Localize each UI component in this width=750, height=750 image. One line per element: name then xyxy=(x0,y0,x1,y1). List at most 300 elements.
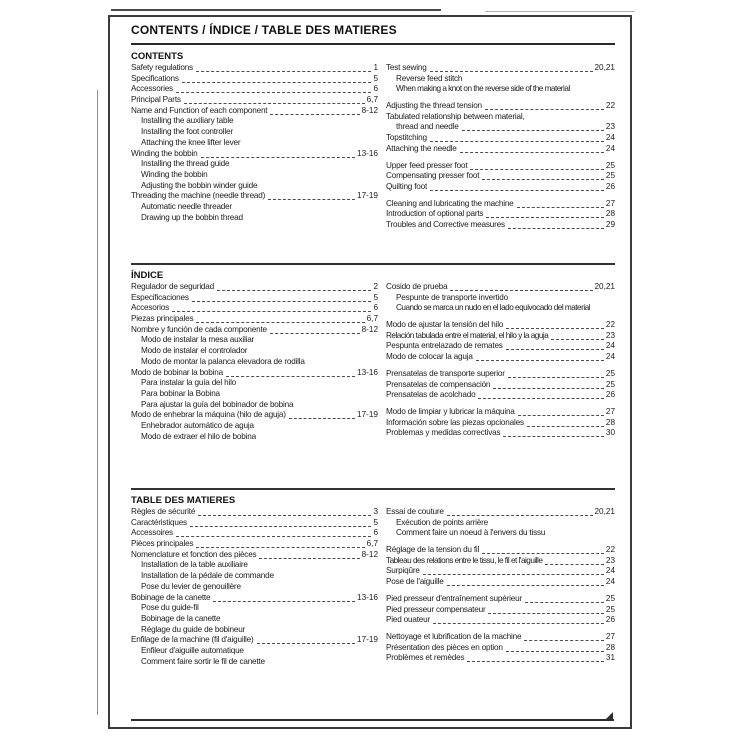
toc-entry-page: 23 xyxy=(605,555,615,565)
toc-entry xyxy=(131,400,378,411)
toc-entry-label: Principal Parts xyxy=(131,95,181,105)
toc-entry xyxy=(386,133,615,144)
scan-edge-artifact-top-right xyxy=(485,11,635,12)
section-heading-english: CONTENTS xyxy=(131,51,184,62)
dash-leader xyxy=(545,556,603,565)
toc-entry-page: 27 xyxy=(605,406,615,416)
toc-entry xyxy=(131,63,378,74)
toc-entry xyxy=(386,632,615,643)
toc-entry xyxy=(131,657,378,668)
toc-entry xyxy=(386,282,615,293)
toc-entry xyxy=(386,380,615,391)
dash-leader xyxy=(478,390,603,399)
toc-entry xyxy=(386,518,615,529)
dash-leader xyxy=(184,95,365,104)
toc-entry-label: Modo de extraer el hilo de bobina xyxy=(141,431,256,441)
toc-entry xyxy=(386,144,615,155)
toc-entry-label: Comment faire un noeud à l'envers du tissu xyxy=(396,528,546,538)
toc-entry xyxy=(131,550,378,561)
toc-entry-page: 20,21 xyxy=(594,282,615,291)
toc-entry-page: 5 xyxy=(373,517,378,527)
toc-entry-label: Essai de couture xyxy=(386,507,444,516)
toc-entry-page: 29 xyxy=(605,219,615,229)
toc-entry-label: Introduction of optional parts xyxy=(386,209,484,219)
toc-entry-page: 24 xyxy=(605,566,615,576)
toc-entry-label: Pespunte de transporte invertido xyxy=(396,292,508,302)
toc-entry xyxy=(131,378,378,389)
toc-entry-page: 6,7 xyxy=(366,314,378,324)
toc-entry-label: Pose du guide-fil xyxy=(141,603,199,613)
toc-entry-label: Drawing up the bobbin thread xyxy=(141,212,243,222)
toc-entry xyxy=(131,507,378,518)
dash-leader xyxy=(488,605,603,614)
toc-entry-page: 24 xyxy=(605,143,615,153)
toc-entry-label: Para instalar la guía del hilo xyxy=(141,378,237,388)
toc-entry-label: Pied ouateur xyxy=(386,615,431,625)
toc-entry-page: 20,21 xyxy=(594,507,615,516)
toc-entry-label: Réglage du guide de bobineur xyxy=(141,624,246,634)
dash-leader xyxy=(527,418,604,427)
dash-leader xyxy=(506,341,604,350)
toc-entry xyxy=(386,653,615,664)
toc-entry-page: 6 xyxy=(373,84,378,94)
dash-leader xyxy=(217,282,371,291)
dash-leader xyxy=(493,380,604,389)
toc-entry-label: Threading the machine (needle thread) xyxy=(131,191,266,201)
section-columns xyxy=(131,282,615,442)
dash-leader xyxy=(447,507,593,516)
toc-entry-page: 30 xyxy=(605,428,615,438)
dash-leader xyxy=(213,593,355,602)
toc-entry-page: 28 xyxy=(605,209,615,219)
toc-entry xyxy=(386,341,615,352)
section-matieres-french xyxy=(131,488,615,667)
toc-entry xyxy=(386,320,615,331)
toc-entry xyxy=(386,171,615,182)
toc-entry-page: 2 xyxy=(373,282,378,291)
toc-entry-label: Prensatelas de transporte superior xyxy=(386,368,505,378)
section-heading-spanish: ÍNDICE xyxy=(131,270,164,281)
toc-entry xyxy=(131,325,378,336)
page-title: CONTENTS / ÍNDICE / TABLE DES MATIERES xyxy=(131,23,397,37)
toc-entry-label: Compensating presser foot xyxy=(386,171,480,181)
toc-entry-page: 26 xyxy=(605,390,615,400)
toc-entry xyxy=(131,149,378,160)
dash-leader xyxy=(176,84,372,93)
dash-leader xyxy=(508,369,604,378)
toc-entry-label: Quilting foot xyxy=(386,181,428,191)
toc-entry xyxy=(386,418,615,429)
toc-entry-label: Modo de ajustar la tensión del hilo xyxy=(386,320,504,330)
toc-column-left xyxy=(131,282,378,442)
toc-entry-label: Accesorios xyxy=(131,303,170,313)
toc-entry-page: 13-16 xyxy=(357,367,378,377)
toc-entry xyxy=(386,369,615,380)
dash-leader xyxy=(430,63,593,72)
toc-entry-label: Automatic needle threader xyxy=(141,201,233,211)
toc-entry xyxy=(131,539,378,550)
dash-leader xyxy=(482,545,604,554)
dash-leader xyxy=(506,320,604,329)
toc-entry xyxy=(131,357,378,368)
toc-entry-page: 5 xyxy=(373,73,378,83)
toc-entry-label: Modo de limpiar y lubricar la máquina xyxy=(386,406,515,416)
toc-entry xyxy=(131,625,378,636)
toc-entry xyxy=(386,545,615,556)
toc-entry xyxy=(131,346,378,357)
toc-entry-label: Modo de montar la palanca elevadora de rodilla xyxy=(141,356,305,366)
dash-leader xyxy=(551,331,604,340)
toc-entry-label: Prensatelas de compensación xyxy=(386,379,491,389)
toc-entry-label: Safety regulations xyxy=(131,63,193,72)
dash-leader xyxy=(196,63,371,72)
toc-entry-page: 3 xyxy=(373,507,378,516)
dash-leader xyxy=(476,352,604,361)
section-indice-spanish xyxy=(131,263,615,488)
toc-entry-page: 25 xyxy=(605,379,615,389)
toc-entry xyxy=(386,199,615,210)
toc-entry-label: Pespunta entrelazado de remates xyxy=(386,341,503,351)
toc-entry-label: Enfilage de la machine (fil d'aiguille) xyxy=(131,635,254,645)
toc-entry xyxy=(386,556,615,567)
toc-entry-page: 27 xyxy=(605,198,615,208)
toc-entry xyxy=(386,293,615,304)
toc-entry-label: Cuando se marca un nudo en el lado equivocado del material xyxy=(396,303,591,313)
dash-leader xyxy=(196,539,364,548)
toc-entry-label: Cosido de prueba xyxy=(386,282,448,291)
toc-entry-page: 22 xyxy=(605,320,615,330)
dash-leader xyxy=(460,144,604,153)
toc-entry xyxy=(131,202,378,213)
dash-leader xyxy=(176,528,372,537)
dash-leader xyxy=(450,282,592,291)
toc-entry-label: Pose du levier de genouillère xyxy=(141,581,241,591)
scan-edge-artifact-top xyxy=(111,9,441,11)
manual-page xyxy=(108,15,632,729)
toc-entry-page: 8-12 xyxy=(361,549,378,559)
toc-entry xyxy=(131,116,378,127)
toc-entry xyxy=(131,159,378,170)
toc-entry xyxy=(131,368,378,379)
toc-entry xyxy=(386,615,615,626)
dash-leader xyxy=(482,171,604,180)
toc-entry-page: 17-19 xyxy=(357,410,378,420)
toc-entry-label: Problèmes et remèdes xyxy=(386,653,465,663)
dash-leader xyxy=(430,133,604,142)
toc-entry-page: 24 xyxy=(605,352,615,362)
toc-column-right xyxy=(386,63,615,231)
toc-entry-label: Bobinage de la canette xyxy=(131,592,211,602)
toc-entry xyxy=(386,566,615,577)
toc-entry-label: Pose de l'aiguille xyxy=(386,577,444,587)
toc-entry xyxy=(131,106,378,117)
toc-entry-page: 17-19 xyxy=(357,635,378,645)
toc-entry xyxy=(131,410,378,421)
toc-entry-label: Piezas principales xyxy=(131,314,194,324)
toc-entry-label: thread and needle xyxy=(396,122,459,132)
toc-entry xyxy=(386,528,615,539)
toc-column-left xyxy=(131,507,378,667)
page-corner-mark xyxy=(606,712,613,719)
toc-entry xyxy=(131,571,378,582)
toc-entry-label: Troubles and Corrective measures xyxy=(386,219,505,229)
toc-entry xyxy=(131,635,378,646)
dash-leader xyxy=(270,106,359,115)
dash-leader xyxy=(201,149,356,158)
toc-entry-page: 25 xyxy=(605,593,615,603)
dash-leader xyxy=(172,303,371,312)
toc-entry xyxy=(131,138,378,149)
toc-entry-page: 25 xyxy=(605,604,615,614)
toc-entry xyxy=(386,352,615,363)
toc-entry xyxy=(386,63,615,74)
toc-entry xyxy=(131,170,378,181)
dash-leader xyxy=(506,643,604,652)
toc-entry-label: Bobinage de la canette xyxy=(141,613,221,623)
toc-entry-page: 24 xyxy=(605,341,615,351)
toc-entry-label: Para bobinar la Bobina xyxy=(141,388,220,398)
toc-entry xyxy=(386,122,615,133)
toc-entry-label: Installation de la pédale de commande xyxy=(141,571,274,581)
toc-entry xyxy=(386,428,615,439)
toc-entry-label: Winding the bobbin xyxy=(141,169,208,179)
toc-entry-page: 22 xyxy=(605,545,615,555)
toc-entry xyxy=(131,181,378,192)
toc-entry xyxy=(386,390,615,401)
toc-entry xyxy=(386,84,615,95)
toc-entry-label: Reverse feed stitch xyxy=(396,73,463,83)
toc-entry-label: Installing the thread guide xyxy=(141,159,230,169)
toc-column-right xyxy=(386,282,615,442)
toc-entry-label: Nombre y función de cada componente xyxy=(131,324,267,334)
toc-entry-label: Pièces principales xyxy=(131,539,194,549)
toc-entry-page: 28 xyxy=(605,417,615,427)
toc-entry-label: Name and Function of each component xyxy=(131,105,268,115)
toc-entry-label: Winding the bobbin xyxy=(131,148,198,158)
section-contents-english xyxy=(131,45,615,263)
dash-leader xyxy=(182,74,372,83)
dash-leader xyxy=(486,209,604,218)
toc-entry xyxy=(386,303,615,314)
toc-entry-label: Règles de sécurité xyxy=(131,507,196,516)
toc-entry-label: Caractéristiques xyxy=(131,517,187,527)
dash-leader xyxy=(470,161,603,170)
toc-entry-page: 17-19 xyxy=(357,191,378,201)
toc-entry xyxy=(131,421,378,432)
toc-entry xyxy=(131,528,378,539)
toc-entry-label: Modo de instalar la mesa auxiliar xyxy=(141,335,255,345)
toc-entry-label: Prensatelas de acolchado xyxy=(386,390,476,400)
toc-entry-label: Installation de la table auxiliaire xyxy=(141,560,248,570)
toc-entry xyxy=(131,293,378,304)
toc-entry-label: Installing the foot controller xyxy=(141,127,233,137)
toc-entry-label: Pied presseur d'entraînement supérieur xyxy=(386,593,522,603)
toc-entry xyxy=(131,84,378,95)
dash-leader xyxy=(259,550,359,559)
toc-entry-label: Tabulated relationship between material, xyxy=(386,111,525,121)
dash-leader xyxy=(190,518,371,527)
toc-entry-label: Información sobre las piezas opcionales xyxy=(386,417,524,427)
dash-leader xyxy=(524,632,604,641)
toc-entry-page: 6 xyxy=(373,303,378,313)
toc-entry-page: 28 xyxy=(605,642,615,652)
dash-leader xyxy=(257,635,355,644)
toc-entry xyxy=(386,161,615,172)
toc-entry-page: 6,7 xyxy=(366,539,378,549)
toc-entry xyxy=(386,209,615,220)
toc-entry xyxy=(386,407,615,418)
toc-entry-label: Specifications xyxy=(131,73,179,83)
toc-entry xyxy=(386,74,615,85)
toc-entry xyxy=(131,95,378,106)
scan-edge-artifact-left xyxy=(97,90,98,715)
toc-entry-label: Nettoyage et lubrification de la machine xyxy=(386,631,522,641)
toc-entry xyxy=(386,507,615,518)
dash-leader xyxy=(462,122,604,131)
toc-entry-page: 22 xyxy=(605,101,615,111)
toc-entry-page: 24 xyxy=(605,577,615,587)
toc-entry xyxy=(131,335,378,346)
toc-entry-page: 23 xyxy=(605,330,615,340)
toc-entry xyxy=(131,518,378,529)
section-columns xyxy=(131,63,615,231)
toc-column-right xyxy=(386,507,615,667)
dash-leader xyxy=(517,199,604,208)
toc-entry-label: Surpiqûre xyxy=(386,566,420,576)
toc-entry-label: Attaching the needle xyxy=(386,143,457,153)
dash-leader xyxy=(430,182,604,191)
toc-entry-label: Especificaciones xyxy=(131,292,189,302)
toc-entry-label: Modo de enhebrar la máquina (hilo de aguja) xyxy=(131,410,286,420)
toc-entry-label: Attaching the knee lifter lever xyxy=(141,137,241,147)
toc-entry-label: Adjusting the bobbin winder guide xyxy=(141,180,258,190)
toc-entry-label: Enfileur d'aiguille automatique xyxy=(141,645,244,655)
toc-entry-label: Nomenclature et fonction des pièces xyxy=(131,549,257,559)
toc-entry xyxy=(386,643,615,654)
footer-rule xyxy=(131,719,614,721)
toc-entry-page: 31 xyxy=(605,653,615,663)
dash-leader xyxy=(503,428,604,437)
toc-entry-label: Accessoires xyxy=(131,528,173,538)
toc-entry-label: Modo de colocar la aguja xyxy=(386,352,473,362)
toc-entry-label: Upper feed presser foot xyxy=(386,160,468,170)
toc-entry-page: 25 xyxy=(605,368,615,378)
toc-entry xyxy=(131,191,378,202)
toc-entry-page: 8-12 xyxy=(361,324,378,334)
toc-entry xyxy=(131,614,378,625)
toc-entry-page: 6,7 xyxy=(366,95,378,105)
toc-entry-page: 6 xyxy=(373,528,378,538)
toc-entry-label: Relación tabulada entre el material, el hilo y la aguja xyxy=(386,330,549,340)
toc-entry-page: 26 xyxy=(605,181,615,191)
toc-entry-page: 26 xyxy=(605,615,615,625)
toc-entry-page: 25 xyxy=(605,160,615,170)
toc-entry-label: Réglage de la tension du fil xyxy=(386,545,480,555)
toc-entry xyxy=(131,560,378,571)
dash-leader xyxy=(467,653,604,662)
toc-entry-label: Modo de instalar el controlador xyxy=(141,346,248,356)
toc-entry xyxy=(386,577,615,588)
dash-leader xyxy=(270,325,360,334)
toc-entry-page: 27 xyxy=(605,631,615,641)
toc-entry-page: 13-16 xyxy=(357,148,378,158)
toc-entry-page: 24 xyxy=(605,133,615,143)
dash-leader xyxy=(192,293,372,302)
toc-entry-page: 1 xyxy=(373,63,378,72)
toc-entry xyxy=(131,646,378,657)
toc-entry xyxy=(131,582,378,593)
toc-entry xyxy=(386,220,615,231)
toc-entry-label: Modo de bobinar la bobina xyxy=(131,367,223,377)
toc-entry-page: 20,21 xyxy=(594,63,615,72)
toc-entry xyxy=(386,112,615,123)
dash-leader xyxy=(289,410,355,419)
dash-leader xyxy=(508,220,604,229)
toc-entry-label: When making a knot on the reverse side of the material xyxy=(396,84,570,94)
toc-entry-label: Pied presseur compensateur xyxy=(386,604,486,614)
page-content xyxy=(110,23,630,667)
toc-entry-page: 5 xyxy=(373,292,378,302)
toc-entry-page: 25 xyxy=(605,171,615,181)
toc-entry-label: Enhebrador automático de aguja xyxy=(141,420,254,430)
dash-leader xyxy=(198,507,371,516)
toc-entry xyxy=(131,213,378,224)
toc-entry-label: Adjusting the thread tension xyxy=(386,101,482,111)
toc-entry-label: Regulador de seguridad xyxy=(131,282,214,291)
section-heading-french: TABLE DES MATIERES xyxy=(131,495,236,506)
toc-entry xyxy=(386,101,615,112)
toc-entry-label: Présentation des pièces en option xyxy=(386,642,503,652)
toc-entry xyxy=(131,593,378,604)
toc-entry xyxy=(386,182,615,193)
toc-entry xyxy=(386,594,615,605)
toc-entry-page: 13-16 xyxy=(357,592,378,602)
toc-column-left xyxy=(131,63,378,231)
toc-entry-page: 8-12 xyxy=(361,105,378,115)
toc-entry-label: Tableau des relations entre le tissu, le fil et l'aiguille xyxy=(386,555,543,565)
toc-entry xyxy=(131,389,378,400)
toc-entry-label: Installing the auxiliary table xyxy=(141,116,234,126)
section-columns xyxy=(131,507,615,667)
toc-entry xyxy=(131,303,378,314)
toc-entry-label: Cleaning and lubricating the machine xyxy=(386,198,514,208)
toc-entry xyxy=(131,74,378,85)
dash-leader xyxy=(485,101,604,110)
toc-entry xyxy=(131,282,378,293)
toc-entry-label: Para ajustar la guía del bobinador de bobina xyxy=(141,399,294,409)
toc-entry xyxy=(131,314,378,325)
dash-leader xyxy=(447,577,604,586)
toc-entry xyxy=(131,127,378,138)
toc-entry xyxy=(386,605,615,616)
toc-entry-page: 23 xyxy=(605,122,615,132)
dash-leader xyxy=(268,191,355,200)
dash-leader xyxy=(196,314,364,323)
toc-entry-label: Test sewing xyxy=(386,63,427,72)
toc-entry xyxy=(131,603,378,614)
toc-entry-label: Comment faire sortir le fil de canette xyxy=(141,656,265,666)
toc-entry-label: Accessories xyxy=(131,84,173,94)
toc-entry-label: Problemas y medidas correctivas xyxy=(386,428,501,438)
dash-leader xyxy=(226,368,355,377)
toc-entry-label: Topstitching xyxy=(386,133,427,143)
dash-leader xyxy=(423,566,604,575)
dash-leader xyxy=(433,615,604,624)
toc-entry xyxy=(131,432,378,443)
dash-leader xyxy=(518,407,604,416)
toc-entry-label: Exécution de points arrière xyxy=(396,517,488,527)
toc-entry xyxy=(386,331,615,342)
